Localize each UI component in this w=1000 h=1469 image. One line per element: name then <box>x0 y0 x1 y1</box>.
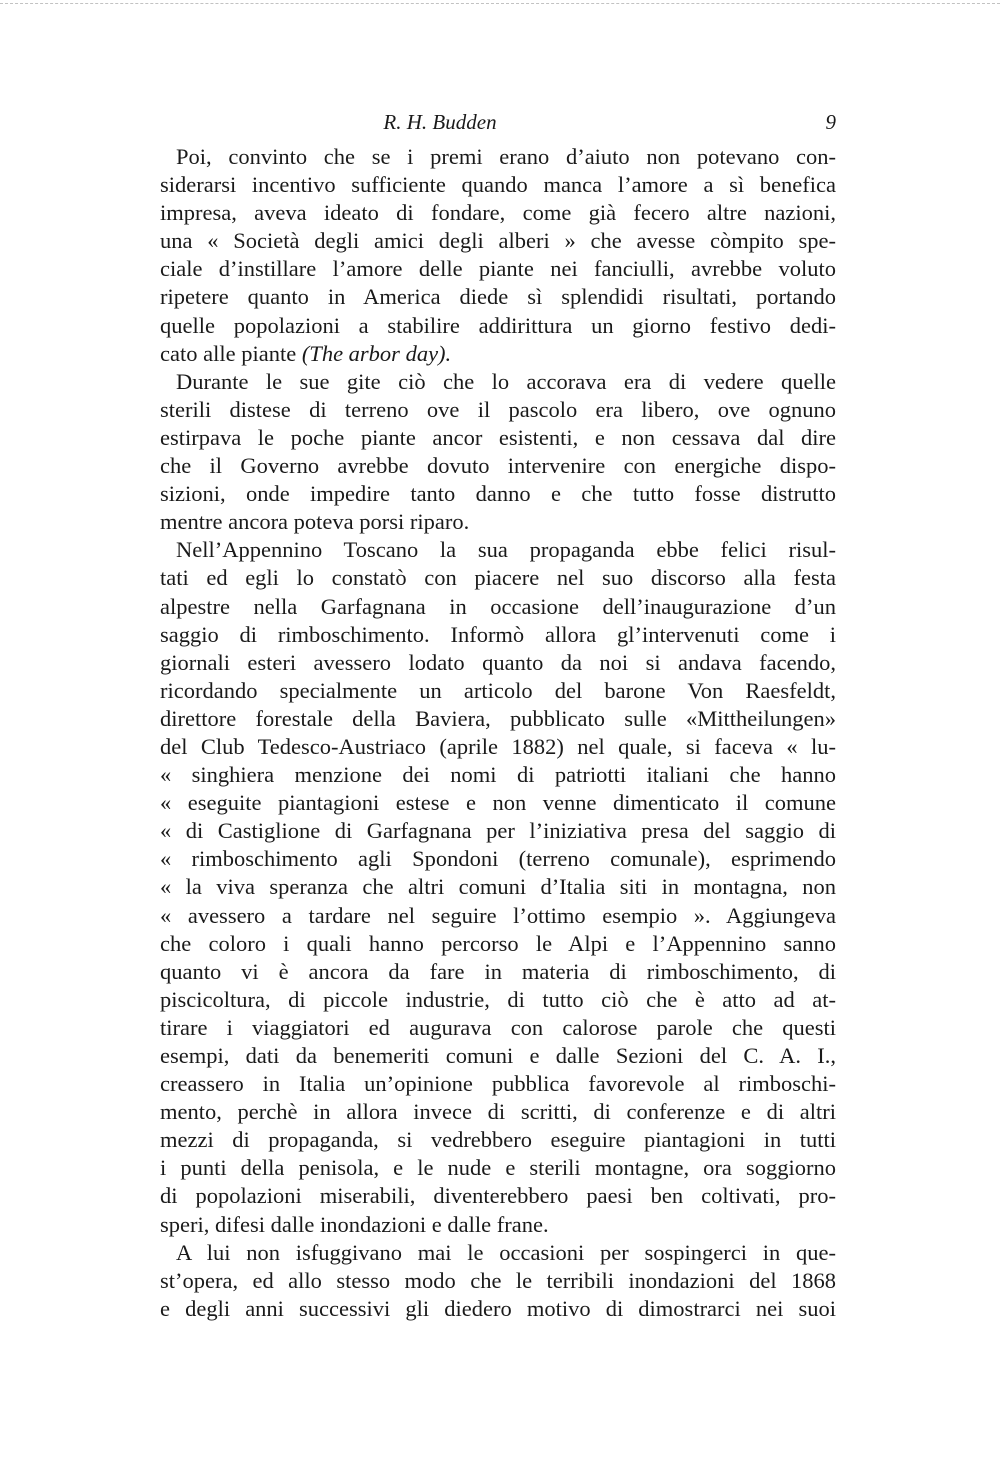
text-line: alpestre nella Garfagnana in occasione dell’inaugurazione d’un <box>160 593 836 619</box>
page-number: 9 <box>825 110 836 134</box>
text-line-last <box>160 1211 836 1239</box>
italic-title: (The arbor day). <box>301 340 452 366</box>
text-line: che coloro i quali hanno percorso le Alpi e l’Appennino sanno <box>160 930 836 956</box>
text-line: ricordando specialmente un articolo del barone Von Raesfeldt, <box>160 677 836 703</box>
text-line: del Club Tedesco-Austriaco (aprile 1882) nel quale, si faceva « lu- <box>160 733 836 759</box>
text-line: Poi, convinto che se i premi erano d’aiuto non potevano con- <box>176 144 836 169</box>
text-line: « eseguite piantagioni estese e non venne dimenticato il comune <box>160 790 836 816</box>
text-line: di popolazioni miserabili, diventerebbero paesi ben coltivati, pro- <box>160 1183 836 1209</box>
text-line-last <box>160 508 836 536</box>
text-line: tati ed egli lo constatò con piacere nel suo discorso alla festa <box>160 565 836 591</box>
running-head-author: R. H. Budden <box>383 110 497 134</box>
text-line: st’opera, ed allo stesso modo che le terribili inondazioni del 1868 <box>160 1267 836 1293</box>
text-line: saggio di rimboschimento. Informò allora gl’intervenuti come i <box>160 621 836 647</box>
text-line: creassero in Italia un’opinione pubblica favorevole al rimboschi- <box>160 1071 836 1097</box>
text-line: Durante le sue gite ciò che lo accorava era di vedere quelle <box>176 368 836 394</box>
text-line: che il Governo avrebbe dovuto intervenire con energiche dispo- <box>160 453 836 479</box>
paragraph <box>160 1239 836 1323</box>
running-header <box>160 110 836 138</box>
text-line: i punti della penisola, e le nude e sterili montagne, ora soggiorno <box>160 1155 836 1181</box>
text-line: mezzi di propaganda, si vedrebbero eseguire piantagioni in tutti <box>160 1127 836 1153</box>
text-line: sterili distese di terreno ove il pascolo era libero, ove ognuno <box>160 396 836 422</box>
text-line-segment: speri, difesi dalle inondazioni e dalle frane. <box>160 1211 549 1237</box>
text-line-segment: cato alle piante <box>160 340 302 366</box>
text-line: ciale d’instillare l’amore delle piante nei fanciulli, avrebbe voluto <box>160 256 836 282</box>
text-line: « la viva speranza che altri comuni d’Italia siti in montagna, non <box>160 874 836 900</box>
text-line: « rimboschimento agli Spondoni (terreno comunale), esprimendo <box>160 846 836 872</box>
text-line: una « Società degli amici degli alberi » che avesse còmpito spe- <box>160 228 836 254</box>
paragraph <box>160 143 836 368</box>
text-line: « avessero a tardare nel seguire l’ottimo esempio ». Aggiungeva <box>160 902 836 928</box>
paragraph <box>160 368 836 537</box>
text-line: siderarsi incentivo sufficiente quando manca l’amore a sì benefica <box>160 172 836 198</box>
text-line: quanto vi è ancora da fare in materia di rimboschimento, di <box>160 958 836 984</box>
text-line-segment: mentre ancora poteva porsi riparo. <box>160 509 470 535</box>
text-line: Nell’Appennino Toscano la sua propaganda ebbe felici risul- <box>176 537 836 563</box>
text-line: giornali esteri avessero lodato quanto da noi si andava facendo, <box>160 649 836 675</box>
text-line: impresa, aveva ideato di fondare, come già fecero altre nazioni, <box>160 200 836 226</box>
text-line: quelle popolazioni a stabilire addirittura un giorno festivo dedi- <box>160 312 836 338</box>
body-text <box>160 143 836 1323</box>
text-line: tirare i viaggiatori ed augurava con calorose parole che questi <box>160 1014 836 1040</box>
text-line: esempi, dati da benemeriti comuni e dalle Sezioni del C. A. I., <box>160 1043 836 1068</box>
text-line: « singhiera menzione dei nomi di patriotti italiani che hanno <box>160 762 836 788</box>
text-line: piscicoltura, di piccole industrie, di tutto ciò che è atto ad at- <box>160 986 836 1012</box>
text-line-last <box>160 340 836 368</box>
text-line: sizioni, onde impedire tanto danno e che tutto fosse distrutto <box>160 481 836 507</box>
paragraph <box>160 536 836 1238</box>
text-line: mento, perchè in allora invece di scritti, di conferenze e di altri <box>160 1099 836 1125</box>
text-line: « di Castiglione di Garfagnana per l’iniziativa presa del saggio di <box>160 818 836 844</box>
text-line: ripetere quanto in America diede sì splendidi risultati, portando <box>160 284 836 310</box>
text-line: e degli anni successivi gli diedero motivo di dimostrarci nei suoi <box>160 1295 836 1321</box>
text-line: A lui non isfuggivano mai le occasioni per sospingerci in que- <box>176 1239 836 1265</box>
text-line: direttore forestale della Baviera, pubblicato sulle «Mittheilungen» <box>160 705 836 731</box>
text-line: estirpava le poche piante ancor esistenti, e non cessava dal dire <box>160 424 836 450</box>
scan-edge-line <box>0 3 1000 4</box>
